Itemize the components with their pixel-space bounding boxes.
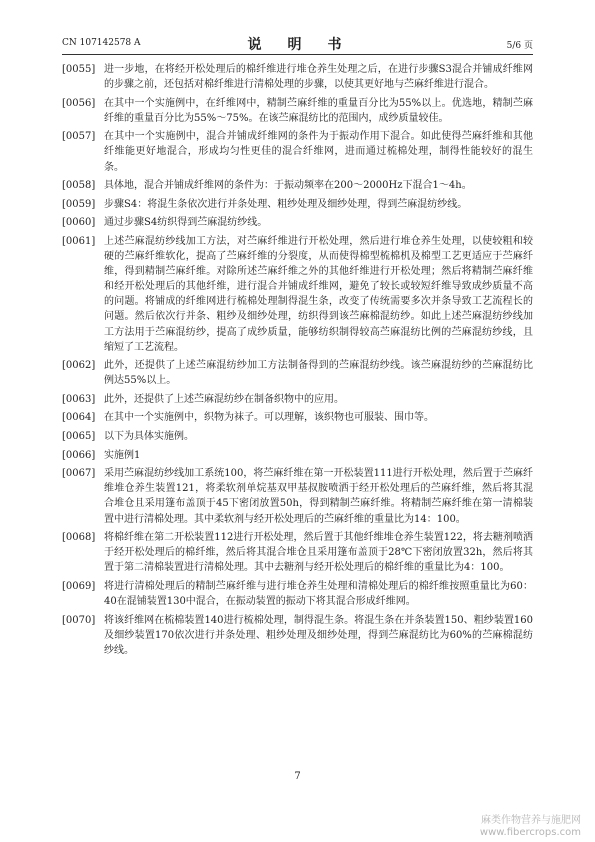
paragraph-number: [0059] [62, 198, 96, 210]
paragraph-number: [0058] [62, 180, 96, 192]
header-rule [62, 54, 533, 55]
paragraph [62, 358, 533, 388]
paragraph-text: 采用苎麻混纺纱线加工系统100，将苎麻纤维在第一开松装置111进行开松处理，然后置于苎麻纤维堆仓养生装置121，将柔软剂单烷基双甲基叔胺喷洒于经开松处理后的苎麻纤维，然后将其混合堆仓且采用篷布盖顶于45下密闭放置50h，得到精制苎麻纤维。将精制苎麻纤维在第一清棉装置中进行清棉处理。其中柔软剂与经开松处理后的苎麻纤维的重量比为14：100。 [104, 468, 533, 525]
paragraph [62, 466, 533, 526]
paragraph [62, 62, 533, 92]
paragraph-number: [0066] [62, 449, 96, 461]
paragraph [62, 448, 533, 463]
paragraph [62, 178, 533, 193]
watermark-url: www.fibercrops.com [479, 827, 581, 838]
paragraph-text: 上述苎麻混纺纱线加工方法，对苎麻纤维进行开松处理，然后进行堆仓养生处理，以使较粗和较硬的苎麻纤维软化，提高了苎麻纤维的分裂度，从而使得棉型梳棉机及棉型工艺更适应于苎麻纤维，得到精制苎麻纤维。对除所述苎麻纤维之外的其他纤维进行开松处理；然后将精制苎麻纤维和经开松处理后的其他纤维，进行混合并铺成纤维网，避免了较长或较短纤维导致成纱质量不高的问题。将铺成的纤维网进行梳棉处理制得混生条，改变了传统需要多次并条导致工艺流程长的问题。然后依次行并条、粗纱及细纱处理，纺织得到该苎麻棉混纺纱。如此上述苎麻混纺纱线加工方法用于苎麻混纺纱，提高了成纱质量，能够纺织制得较高苎麻混纺比例的苎麻混纺纱线，且缩短了工艺流程。 [104, 235, 533, 353]
paragraph [62, 530, 533, 575]
paragraph-text: 通过步骤S4纺织得到苎麻混纺纱线。 [104, 217, 268, 229]
paragraph-number: [0070] [62, 614, 96, 626]
paragraph-text: 将该纤维网在梳棉装置140进行梳棉处理，制得混生条。将混生条在并条装置150、粗纱装置160及细纱装置170依次进行并条处理、粗纱处理及细纱处理，得到苎麻混纺比为60%的苎麻棉混纺纱线。 [104, 614, 533, 656]
paragraph-text: 实施例1 [104, 449, 141, 461]
paragraph-number: [0068] [62, 532, 96, 544]
paragraph-number: [0067] [62, 468, 96, 480]
paragraph-number: [0062] [62, 360, 96, 372]
paragraph-text: 在其中一个实施例中，织物为袜子。可以理解，该织物也可服装、围巾等。 [104, 412, 434, 424]
page-number: 7 [294, 771, 301, 782]
paragraph [62, 129, 533, 174]
page-header [62, 34, 533, 52]
paragraph-text: 步骤S4：将混生条依次进行并条处理、粗纱处理及细纱处理，得到苎麻混纺纱线。 [104, 198, 468, 210]
paragraph-text: 将进行清棉处理后的精制苎麻纤维与进行堆仓养生处理和清棉处理后的棉纤维按照重量比为60：40在混铺装置130中混合，在振动装置的振动下将其混合形成纤维网。 [104, 580, 533, 607]
paragraph [62, 429, 533, 444]
paragraph [62, 392, 533, 407]
paragraph [62, 613, 533, 658]
page-indicator: 5/6 页 [506, 41, 533, 51]
paragraph-text: 此外，还提供了上述苎麻混纺纱加工方法制备得到的苎麻混纺纱线。该苎麻混纺纱的苎麻混纺比例达55%以上。 [104, 360, 533, 387]
paragraph-text: 在其中一个实施例中，在纤维网中，精制苎麻纤维的重量百分比为55%以上。优选地，精制苎麻纤维的重量百分比为55%～75%。在该苎麻混纺比的范围内，成纱质量较佳。 [104, 97, 533, 124]
paragraph [62, 96, 533, 126]
paragraph-number: [0057] [62, 131, 96, 143]
paragraph-number: [0056] [62, 97, 96, 109]
paragraph [62, 234, 533, 355]
paragraph-number: [0060] [62, 217, 96, 229]
paragraph-text: 具体地，混合并铺成纤维网的条件为：于振动频率在200～2000Hz下混合1～4h。 [104, 180, 472, 192]
paragraph-text: 将棉纤维在第二开松装置112进行开松处理，然后置于其他纤维堆仓养生装置122，将去糖剂喷洒于经开松处理后的棉纤维，然后将其混合堆仓且采用篷布盖顶于28℃下密闭放置32h，然后将其置于第二清棉装置进行清棉处理。其中去糖剂与经开松处理后的棉纤维的重量比为4：100。 [104, 532, 533, 574]
paragraph [62, 579, 533, 609]
paragraph [62, 410, 533, 425]
document-body [62, 62, 533, 661]
paragraph [62, 215, 533, 230]
paragraph-text: 此外，还提供了上述苎麻混纺纱在制备织物中的应用。 [104, 393, 344, 405]
paragraph-number: [0063] [62, 393, 96, 405]
paragraph-number: [0069] [62, 580, 96, 592]
paragraph-number: [0055] [62, 64, 96, 75]
paragraph-number: [0061] [62, 235, 96, 247]
document-title: 说 明 书 [247, 37, 348, 53]
paragraph-number: [0064] [62, 412, 96, 424]
paragraph [62, 197, 533, 212]
paragraph-text: 以下为具体实施例。 [104, 431, 194, 443]
paragraph-text: 在其中一个实施例中，混合并铺成纤维网的条件为于振动作用下混合。如此使得苎麻纤维和其他纤维能更好地混合，形成均匀性更佳的混合纤维网，进而通过梳棉处理，制得性能较好的混生条。 [104, 131, 533, 173]
watermark-site-name: 麻类作物营养与施肥网 [481, 815, 581, 826]
paragraph-number: [0065] [62, 431, 96, 443]
watermark [480, 815, 581, 839]
patent-number: CN 107142578 A [62, 38, 141, 48]
paragraph-text: 进一步地，在将经开松处理后的棉纤维进行堆仓养生处理之后，在进行步骤S3混合并铺成纤维网的步骤之前，还包括对棉纤维进行清棉处理的步骤，以使其更好地与苎麻纤维进行混合。 [104, 64, 533, 91]
